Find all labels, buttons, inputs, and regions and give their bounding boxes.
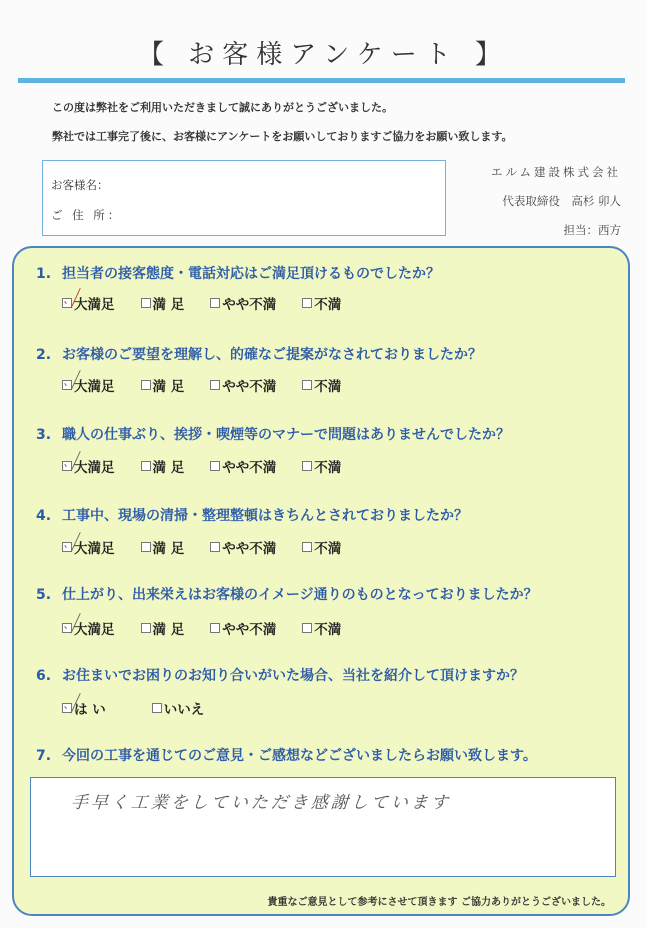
- checkbox-icon[interactable]: [302, 461, 312, 471]
- option-dissatisfied[interactable]: 不満: [302, 537, 341, 557]
- question-number: 2.: [36, 347, 52, 363]
- page-title: 【 お客様アンケート 】: [138, 40, 509, 70]
- question-2: [36, 344, 482, 364]
- question-5-options: [62, 618, 367, 638]
- question-4: [36, 505, 468, 525]
- checkbox-icon[interactable]: [141, 623, 151, 633]
- question-text: 担当者の接客態度・電話対応はご満足頂けるものでしたか？: [62, 266, 440, 282]
- option-dissatisfied[interactable]: 不満: [302, 618, 341, 638]
- option-dissatisfied[interactable]: 不満: [302, 456, 341, 476]
- option-very-satisfied[interactable]: 大満足: [62, 375, 115, 395]
- question-text: 仕上がり、出来栄えはお客様のイメージ通りのものとなっておりましたか？: [62, 587, 538, 603]
- company-name: エルム建設株式会社: [490, 165, 621, 179]
- comment-textarea[interactable]: [30, 777, 616, 877]
- question-number: 7.: [36, 748, 52, 764]
- checkbox-icon[interactable]: [141, 461, 151, 471]
- question-1: [36, 263, 440, 283]
- question-number: 6.: [36, 668, 52, 684]
- checkbox-icon[interactable]: [210, 298, 220, 308]
- checkbox-checked-icon[interactable]: [62, 623, 72, 633]
- option-no[interactable]: いいえ: [152, 698, 205, 718]
- question-5: [36, 584, 538, 604]
- option-very-satisfied[interactable]: 大満足: [62, 456, 115, 476]
- option-yes[interactable]: は い: [62, 698, 106, 718]
- title-divider: [18, 78, 625, 83]
- option-satisfied[interactable]: 満 足: [141, 375, 185, 395]
- question-number: 3.: [36, 427, 52, 443]
- checkbox-icon[interactable]: [302, 542, 312, 552]
- question-text: お客様のご要望を理解し、的確なご提案がなされておりましたか？: [62, 347, 482, 363]
- option-dissatisfied[interactable]: 不満: [302, 375, 341, 395]
- handwritten-comment: 手早く工業をしていただき感謝しています: [70, 793, 452, 813]
- checkbox-checked-icon[interactable]: [62, 461, 72, 471]
- checkbox-icon[interactable]: [210, 623, 220, 633]
- question-4-options: [62, 537, 367, 557]
- company-staff: 担当：西方: [563, 223, 621, 237]
- question-1-options: [62, 293, 367, 313]
- checkbox-icon[interactable]: [141, 542, 151, 552]
- customer-address-field[interactable]: [51, 207, 122, 223]
- customer-info-box: [42, 160, 446, 236]
- checkbox-icon[interactable]: [141, 298, 151, 308]
- customer-name-label: お客様名：: [51, 178, 109, 192]
- question-3: [36, 424, 510, 444]
- checkbox-icon[interactable]: [210, 380, 220, 390]
- question-text: お住まいでお困りのお知り合いがいた場合、当社を紹介して頂けますか？: [62, 668, 524, 684]
- option-very-satisfied[interactable]: 大満足: [62, 293, 115, 313]
- checkbox-icon[interactable]: [152, 703, 162, 713]
- option-satisfied[interactable]: 満 足: [141, 618, 185, 638]
- question-text: 今回の工事を通じてのご意見・ご感想などございましたらお願い致します。: [62, 748, 537, 764]
- checkbox-icon[interactable]: [302, 623, 312, 633]
- question-number: 1.: [36, 266, 52, 282]
- option-very-satisfied[interactable]: 大満足: [62, 537, 115, 557]
- intro-line-2: 弊社では工事完了後に、お客様にアンケートをお願いしておりますご協力をお願い致します。: [52, 130, 513, 143]
- question-6: [36, 665, 524, 685]
- question-text: 工事中、現場の清掃・整理整頓はきちんとされておりましたか？: [62, 508, 468, 524]
- question-2-options: [62, 375, 367, 395]
- option-somewhat-dissatisfied[interactable]: やや不満: [210, 537, 276, 557]
- checkbox-checked-icon[interactable]: [62, 703, 72, 713]
- question-number: 4.: [36, 508, 52, 524]
- option-somewhat-dissatisfied[interactable]: やや不満: [210, 456, 276, 476]
- customer-name-field[interactable]: [51, 177, 109, 193]
- option-dissatisfied[interactable]: 不満: [302, 293, 341, 313]
- checkbox-icon[interactable]: [302, 298, 312, 308]
- question-text: 職人の仕事ぶり、挨拶・喫煙等のマナーで問題はありませんでしたか？: [62, 427, 510, 443]
- question-6-options: [62, 698, 230, 718]
- customer-address-label: ご 住 所：: [51, 208, 123, 222]
- option-satisfied[interactable]: 満 足: [141, 456, 185, 476]
- checkbox-checked-icon[interactable]: [62, 298, 72, 308]
- footer-thanks-note: 貴重なご意見として参考にさせて頂きます ご協力ありがとうございました。: [267, 897, 611, 908]
- checkbox-icon[interactable]: [210, 461, 220, 471]
- company-representative: 代表取締役 高杉 卯人: [502, 194, 621, 208]
- option-satisfied[interactable]: 満 足: [141, 293, 185, 313]
- question-number: 5.: [36, 587, 52, 603]
- option-somewhat-dissatisfied[interactable]: やや不満: [210, 375, 276, 395]
- question-3-options: [62, 456, 367, 476]
- intro-line-1: この度は弊社をご利用いただきまして誠にありがとうございました。: [52, 101, 393, 114]
- option-somewhat-dissatisfied[interactable]: やや不満: [210, 618, 276, 638]
- question-7: [36, 745, 537, 765]
- checkbox-icon[interactable]: [302, 380, 312, 390]
- checkbox-checked-icon[interactable]: [62, 380, 72, 390]
- checkbox-icon[interactable]: [210, 542, 220, 552]
- option-satisfied[interactable]: 満 足: [141, 537, 185, 557]
- option-somewhat-dissatisfied[interactable]: やや不満: [210, 293, 276, 313]
- option-very-satisfied[interactable]: 大満足: [62, 618, 115, 638]
- checkbox-icon[interactable]: [141, 380, 151, 390]
- checkbox-checked-icon[interactable]: [62, 542, 72, 552]
